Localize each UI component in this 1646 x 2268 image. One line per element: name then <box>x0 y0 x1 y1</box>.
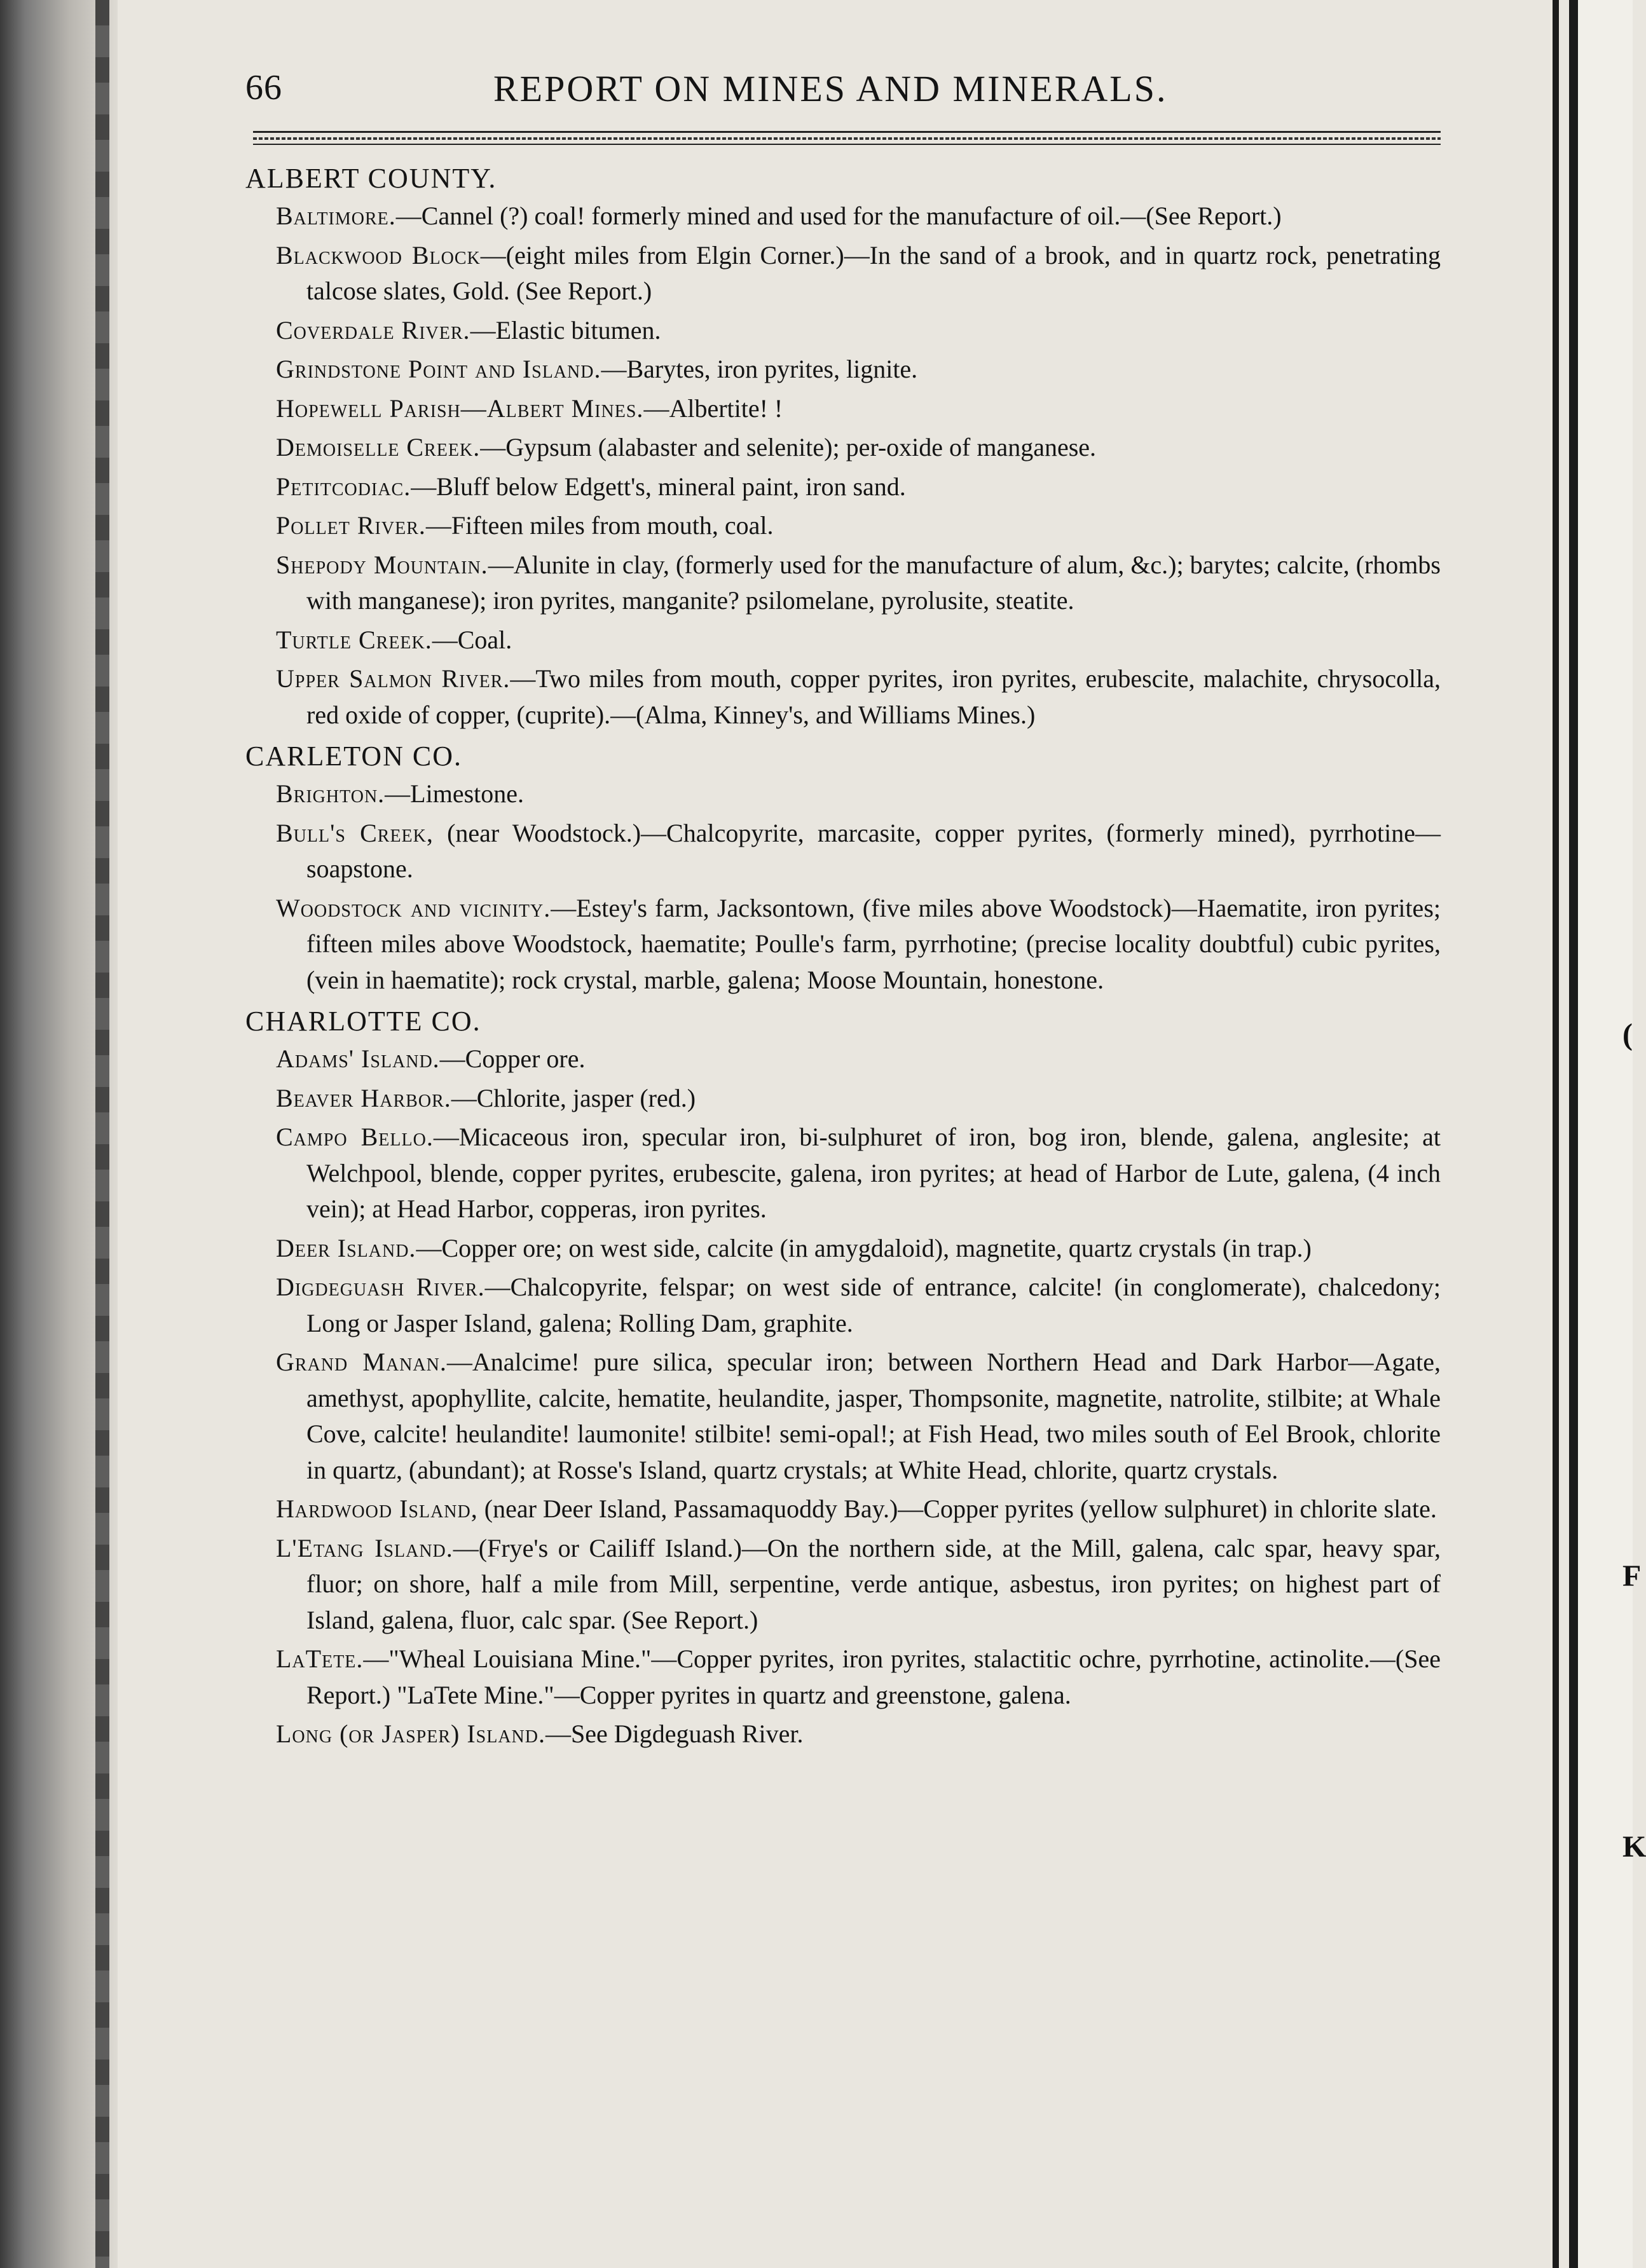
locality-name: LaTete. <box>276 1644 364 1673</box>
locality-minerals: —Elastic bitumen. <box>470 315 661 345</box>
county-heading: CHARLOTTE CO. <box>245 1006 481 1037</box>
locality-entry <box>276 1716 1441 1752</box>
locality-name: Campo Bello. <box>276 1123 434 1151</box>
locality-minerals: —Copper ore; on west side, calcite (in amygdaloid), magnetite, quartz crystals (in trap.) <box>416 1233 1312 1262</box>
page-edge-line <box>1553 0 1559 2268</box>
locality-entry <box>276 1269 1441 1341</box>
locality-entry <box>276 1041 1441 1077</box>
locality-minerals: —Cannel (?) coal! formerly mined and used for the manufacture of oil.—(See Report.) <box>395 202 1282 230</box>
locality-entry <box>276 1081 1441 1117</box>
locality-entry <box>276 391 1441 427</box>
locality-name: Turtle Creek. <box>276 625 432 654</box>
locality-minerals: —(Frye's or Cailiff Island.)—On the northern side, at the Mill, galena, calc spar, heavy spar, fluor; on shore, half a mile from Mill, serpentine, verde antique, asbestus, iron pyrites; on highest part of Island, galena, fluor, calc spar. (See Report.) <box>306 1533 1441 1634</box>
page-header <box>245 67 1441 118</box>
locality-minerals: —Estey's farm, Jacksontown, (five miles above Woodstock)—Haematite, iron pyrites; fifteen miles above Woodstock, haematite; Poulle's farm, pyrrhotine; (precise locality doubtful) cubic pyrites, (vein in haematite); rock crystal, marble, galena; Moose Mountain, honestone. <box>306 893 1441 994</box>
locality-entry <box>276 547 1441 619</box>
adjacent-page-letter: ( <box>1622 1018 1633 1051</box>
adjacent-page-strip <box>1578 0 1633 2268</box>
locality-minerals: —Albertite! ! <box>643 393 783 423</box>
locality-minerals: —Copper ore. <box>439 1044 586 1073</box>
locality-name: Deer Island. <box>276 1233 416 1262</box>
locality-name: Beaver Harbor. <box>276 1083 451 1112</box>
locality-name: Demoiselle Creek. <box>276 433 481 461</box>
locality-entry <box>276 1344 1441 1488</box>
locality-entry <box>276 622 1441 659</box>
locality-minerals: —Barytes, iron pyrites, lignite. <box>601 355 918 383</box>
locality-entry <box>276 469 1441 505</box>
header-rule-dotted <box>253 137 1441 140</box>
county-heading: ALBERT COUNTY. <box>245 163 497 194</box>
page-body <box>245 155 1441 1756</box>
county-heading: CARLETON CO. <box>245 741 462 772</box>
locality-name: Woodstock and vicinity. <box>276 893 551 922</box>
binding-edge <box>95 0 109 2268</box>
locality-name: Brighton. <box>276 779 385 808</box>
locality-entry <box>276 430 1441 466</box>
locality-name: Shepody Mountain. <box>276 550 488 579</box>
locality-name: Upper Salmon River. <box>276 664 511 693</box>
page-number: 66 <box>245 68 282 107</box>
locality-minerals: —Alunite in clay, (formerly used for the manufacture of alum, &c.); barytes; calcite, (rhombs with manganese); iron pyrites, manganite? psilomelane, pyrolusite, steatite. <box>306 550 1441 615</box>
running-head: REPORT ON MINES AND MINERALS. <box>493 68 1168 109</box>
locality-name: Grindstone Point and Island. <box>276 355 601 383</box>
document-page <box>245 0 1441 2268</box>
header-rule <box>253 131 1441 133</box>
locality-entry <box>276 238 1441 310</box>
locality-name: Baltimore. <box>276 202 396 230</box>
locality-name: Adams' Island. <box>276 1044 440 1073</box>
locality-name: Coverdale River. <box>276 315 470 345</box>
locality-minerals: —Analcime! pure silica, specular iron; between Northern Head and Dark Harbor—Agate, amethyst, apophyllite, calcite, hematite, heulandite, jasper, Thompsonite, magnetite, natrolite, stilbite; at Whale Cove, calcite! heulandite! laumonite! stilbite! semi-opal!; at Fish Head, two miles south of Eel Brook, chlorite in quartz, (abundant); at Rosse's Island, quartz crystals; at White Head, chlorite, quartz crystals. <box>306 1348 1441 1484</box>
locality-entry <box>276 776 1441 812</box>
locality-name: Pollet River. <box>276 511 426 540</box>
locality-minerals: —(eight miles from Elgin Corner.)—In the sand of a brook, and in quartz rock, penetrating talcose slates, Gold. (See Report.) <box>306 240 1441 305</box>
locality-minerals: —Fifteen miles from mouth, coal. <box>425 511 774 540</box>
locality-entry <box>276 352 1441 388</box>
locality-minerals: (near Deer Island, Passamaquoddy Bay.)—Copper pyrites (yellow sulphuret) in chlorite slate. <box>477 1494 1437 1523</box>
locality-entry <box>276 1531 1441 1639</box>
locality-minerals: —Chlorite, jasper (red.) <box>451 1083 696 1112</box>
locality-entry <box>276 891 1441 999</box>
adjacent-page-letter: F <box>1622 1559 1642 1593</box>
locality-name: Digdeguash River. <box>276 1273 485 1301</box>
locality-minerals: —Limestone. <box>385 779 525 808</box>
locality-entry <box>276 313 1441 349</box>
header-rule <box>253 144 1441 145</box>
locality-minerals: —Gypsum (alabaster and selenite); per-oxide of manganese. <box>480 433 1097 461</box>
locality-entry <box>276 1231 1441 1267</box>
locality-minerals: (near Woodstock.)—Chalcopyrite, marcasite, copper pyrites, (formerly mined), pyrrhotine—soapstone. <box>306 818 1441 883</box>
locality-entry <box>276 661 1441 733</box>
locality-name: Blackwood Block <box>276 240 481 270</box>
locality-entry <box>276 508 1441 544</box>
locality-entry <box>276 816 1441 887</box>
locality-minerals: —Bluff below Edgett's, mineral paint, iron sand. <box>411 472 906 501</box>
locality-name: Petitcodiac. <box>276 472 411 501</box>
adjacent-page-letter: K <box>1622 1830 1646 1864</box>
locality-name: Bull's Creek, <box>276 818 434 847</box>
locality-name: Hardwood Island, <box>276 1494 478 1523</box>
locality-entry <box>276 1641 1441 1713</box>
locality-minerals: —Chalcopyrite, felspar; on west side of entrance, calcite! (in conglomerate), chalcedony; Long or Jasper Island, galena; Rolling Dam, graphite. <box>306 1273 1441 1337</box>
locality-name: Grand Manan. <box>276 1348 447 1376</box>
locality-minerals: —See Digdeguash River. <box>545 1719 804 1748</box>
locality-minerals: —Coal. <box>432 625 512 654</box>
locality-name: Hopewell Parish—Albert Mines. <box>276 393 644 423</box>
locality-entry <box>276 1491 1441 1527</box>
locality-minerals: —"Wheal Louisiana Mine."—Copper pyrites, iron pyrites, stalactitic ochre, pyrrhotine, actinolite.—(See Report.) "LaTete Mine."—Copper pyrites in quartz and greenstone, galena. <box>306 1644 1441 1709</box>
locality-entry <box>276 1119 1441 1227</box>
locality-entry <box>276 198 1441 235</box>
locality-minerals: —Micaceous iron, specular iron, bi-sulphuret of iron, bog iron, blende, galena, anglesite; at Welchpool, blende, copper pyrites, erubescite, galena, iron pyrites; at head of Harbor de Lute, galena, (4 inch vein); at Head Harbor, copperas, iron pyrites. <box>306 1123 1441 1223</box>
locality-name: L'Etang Island. <box>276 1533 453 1562</box>
locality-name: Long (or Jasper) Island. <box>276 1719 546 1748</box>
page-edge-line-outer <box>1569 0 1578 2268</box>
locality-minerals: —Two miles from mouth, copper pyrites, iron pyrites, erubescite, malachite, chrysocolla, red oxide of copper, (cuprite).—(Alma, Kinney's, and Williams Mines.) <box>306 664 1441 729</box>
